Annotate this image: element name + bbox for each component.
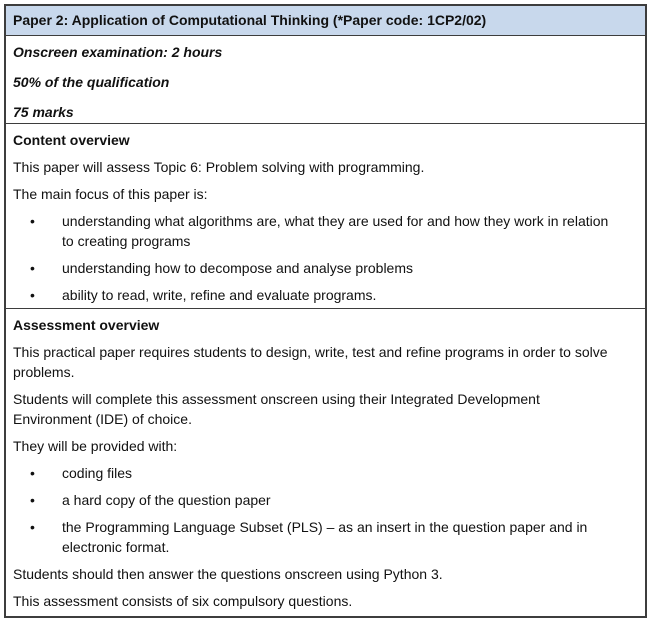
- assessment-paragraph: This assessment consists of six compulsory questions.: [13, 593, 353, 609]
- table-header-row: [6, 6, 645, 35]
- list-item-text: ability to read, write, refine and evaluate programs.: [62, 287, 377, 303]
- list-item: [13, 463, 615, 483]
- assessment-overview-heading: Assessment overview: [13, 317, 160, 333]
- paper-spec-table: [4, 4, 647, 618]
- content-overview-row: [6, 123, 645, 308]
- bullet-icon: •: [30, 260, 35, 276]
- list-item: [13, 517, 615, 557]
- assessment-paragraph: This practical paper requires students to design, write, test and refine programs in order to solve problems.: [13, 344, 608, 380]
- bullet-icon: •: [30, 287, 35, 303]
- bullet-icon: •: [30, 465, 35, 481]
- list-item-text: a hard copy of the question paper: [62, 492, 271, 508]
- list-item: [13, 285, 615, 305]
- list-item: [13, 211, 615, 251]
- content-overview-heading: Content overview: [13, 132, 130, 148]
- list-item-text: understanding how to decompose and analyse problems: [62, 260, 414, 276]
- bullet-icon: •: [30, 213, 35, 229]
- assessment-paragraph: Students should then answer the questions onscreen using Python 3.: [13, 566, 443, 582]
- exam-duration: Onscreen examination: 2 hours: [13, 44, 223, 60]
- content-focus-paragraph: The main focus of this paper is:: [13, 186, 208, 202]
- exam-summary-row: [6, 35, 645, 123]
- list-item-text: coding files: [62, 465, 133, 481]
- paper-title: Paper 2: Application of Computational Thinking (*Paper code: 1CP2/02): [13, 12, 487, 28]
- exam-marks: 75 marks: [13, 104, 74, 120]
- bullet-icon: •: [30, 519, 35, 535]
- list-item-text: the Programming Language Subset (PLS) – as an insert in the question paper and in electronic format.: [62, 519, 588, 555]
- assessment-paragraph: Students will complete this assessment onscreen using their Integrated Development Environment (IDE) of choice.: [13, 391, 540, 427]
- exam-weighting: 50% of the qualification: [13, 74, 170, 90]
- list-item: [13, 258, 615, 278]
- content-intro-paragraph: This paper will assess Topic 6: Problem solving with programming.: [13, 159, 425, 175]
- assessment-paragraph: They will be provided with:: [13, 438, 178, 454]
- assessment-overview-row: [6, 308, 645, 616]
- list-item: [13, 490, 615, 510]
- list-item-text: understanding what algorithms are, what they are used for and how they work in relation to creating programs: [62, 213, 609, 249]
- bullet-icon: •: [30, 492, 35, 508]
